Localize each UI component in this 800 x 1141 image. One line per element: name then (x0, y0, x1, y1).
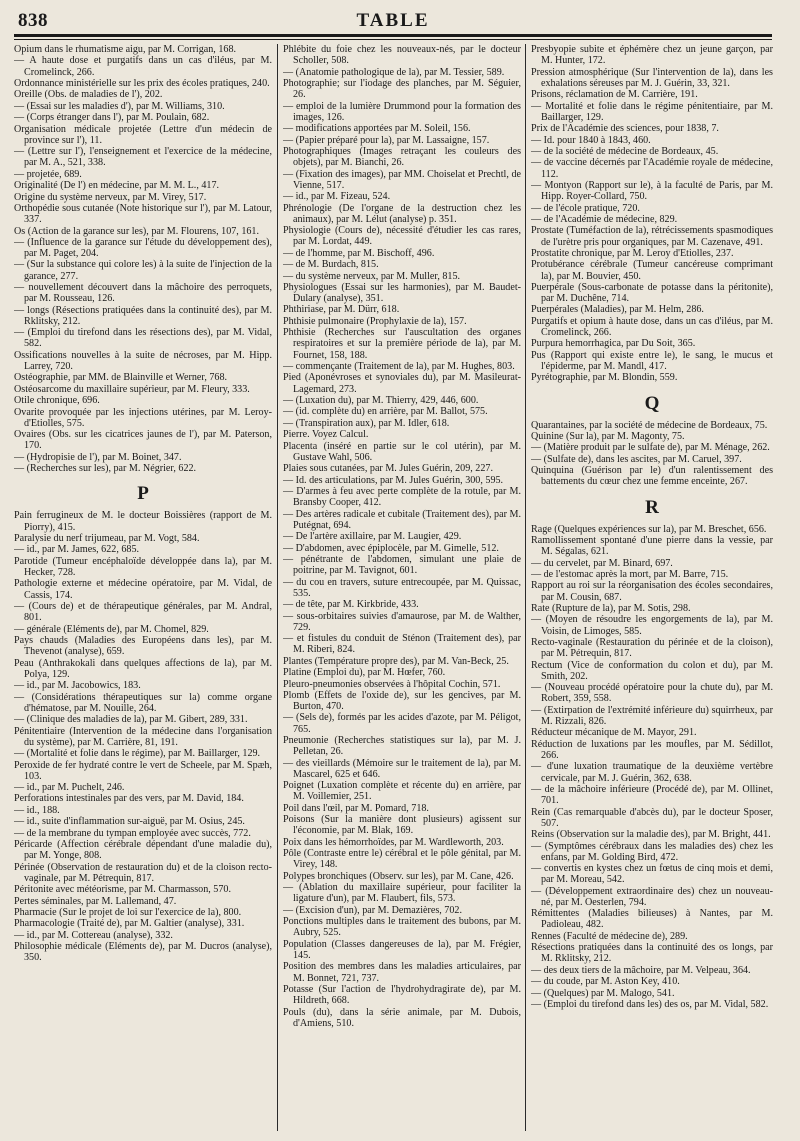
index-entry: — (Clinique des maladies de la), par M. Gibert, 289, 331. (14, 714, 248, 726)
index-entry: — (Hydropisie de l'), par M. Boinet, 347. (14, 451, 182, 463)
column-divider (525, 44, 526, 1131)
index-entry: Pôle (Contraste entre le) cérébral et le pôle génital, par M. Virey, 148. (283, 848, 521, 871)
index-entry: Pus (Rapport qui existe entre le), le sang, le mucus et l'épiderme, par M. Mandl, 417. (531, 349, 773, 373)
index-entry: — (Essai sur les maladies d'), par M. Williams, 310. (14, 100, 225, 112)
index-entry: — projetée, 689. (14, 168, 82, 180)
index-entry: — Id. des articulations, par M. Jules Guérin, 300, 595. (283, 474, 504, 486)
index-entry: — (Sels de), formés par les acides d'azote, par M. Péligot, 765. (283, 712, 521, 735)
index-entry: — (Moyen de résoudre les engorgements de la), par M. Voisin, de Limoges, 585. (531, 614, 773, 637)
index-entry: — (id. complète du) en arrière, par M. Ballot, 575. (283, 406, 488, 418)
page-number: 838 (18, 10, 48, 31)
index-entry: — (Considérations thérapeutiques sur la) comme organe d'hématose, par M. Nouille, 264. (14, 691, 272, 714)
index-entry: Peau (Anthrakokali dans quelques affections de la), par M. Polya, 129. (14, 657, 272, 680)
index-entry: Physiologues (Essai sur les harmonies), par M. Baudet-Dulary (analyse), 351. (283, 281, 521, 305)
index-entry: Pharmacologie (Traité de), par M. Galtier (analyse), 331. (14, 918, 245, 930)
index-entry: Plantes (Température propre des), par M. Van-Beck, 25. (283, 655, 509, 667)
index-entry: — id., par M. Jacobowics, 183. (14, 680, 141, 692)
index-entry: — (Luxation du), par M. Thierry, 429, 446, 600. (283, 395, 479, 407)
index-entry: Phthiriase, par M. Dürr, 618. (283, 304, 400, 316)
index-entry: — de M. Burdach, 815. (283, 259, 379, 271)
section-letter: P (137, 483, 149, 505)
index-entry: Rémittentes (Maladies bilieuses) à Nantes, par M. Padioleau, 482. (531, 908, 773, 931)
index-entry: — D'armes à feu avec perte complète de la rotule, par M. Bransby Cooper, 412. (283, 485, 521, 509)
index-entry: — du cervelet, par M. Binard, 697. (531, 557, 673, 569)
index-entry: Puerpérales (Maladies), par M. Helm, 286. (531, 304, 704, 316)
index-entry: Périnée (Observation de restauration du) et de la cloison recto-vaginale, par M. Pétrequin, 817. (14, 861, 272, 884)
index-entry: Ostéosarcome du maxillaire supérieur, par M. Fleury, 333. (14, 383, 250, 395)
index-entry: Pleuro-pneumonies observées à l'hôpital Cochin, 571. (283, 678, 501, 690)
index-entry: Polypes bronchiques (Observ. sur les), par M. Cane, 426. (283, 870, 514, 882)
index-entry: Platine (Emploi du), par M. Hœfer, 760. (283, 667, 446, 679)
index-column-2 (283, 44, 521, 1133)
index-entry: Prix de l'Académie des sciences, pour 1838, 7. (531, 123, 719, 135)
index-entry: Pierre. Voyez Calcul. (283, 429, 369, 441)
index-entry: — et fistules du conduit de Sténon (Traitement des), par M. Riberi, 824. (283, 633, 521, 656)
index-entry: — nouvellement découvert dans la mâchoire des perroquets, par M. Rousseau, 126. (14, 282, 272, 305)
index-entry: Rennes (Faculté de médecine de), 289. (531, 930, 688, 942)
index-entry: — du système nerveux, par M. Muller, 815. (283, 270, 461, 282)
index-entry: — générale (Eléments de), par M. Chomel, 829. (14, 623, 209, 635)
index-entry: Pouls (du), dans la série animale, par M. Dubois, d'Amiens, 510. (283, 1006, 521, 1029)
index-entry: — de la mâchoire inférieure (Procédé de), par M. Ollinet, 701. (531, 783, 773, 807)
index-entry: Reins (Observation sur la maladie des), par M. Bright, 441. (531, 829, 771, 841)
index-entry: Recto-vaginale (Restauration du périnée et de la cloison), par M. Pétrequin, 817. (531, 636, 773, 660)
index-entry: Ostéographie, par MM. de Blainville et Werner, 768. (14, 372, 228, 384)
index-entry: — (Cours de) et de thérapeutique générales, par M. Andral, 801. (14, 600, 272, 624)
index-entry: Pénitentiaire (Intervention de la médecine dans l'organisation du système), par M. Carrière, 81, 191. (14, 725, 272, 748)
index-entry: — des vieillards (Mémoire sur le traitement de la), par M. Mascarel, 625 et 646. (283, 757, 521, 780)
index-entry: Pharmacie (Sur le projet de loi sur l'exercice de la), 800. (14, 907, 242, 919)
index-entry: Pyrétographie, par M. Blondin, 559. (531, 372, 678, 384)
index-entry: Phrénologie (De l'organe de la destruction chez les animaux), par M. Lélut (analyse) p. 351. (283, 202, 521, 225)
index-entry: Photographiques (Images retraçant les couleurs des objets), par M. Bianchi, 26. (283, 145, 521, 169)
index-entry: Philosophie médicale (Eléments de), par M. Ducros (analyse), 350. (14, 941, 272, 964)
index-entry: Pays chauds (Maladies des Européens dans les), par M. Thevenot (analyse), 659. (14, 634, 272, 658)
index-entry: — de l'Académie de médecine, 829. (531, 213, 678, 225)
index-entry: — de l'école pratique, 720. (531, 202, 640, 214)
index-entry: Poignet (Luxation complète et récente du) en arrière, par M. Voillemier, 251. (283, 780, 521, 803)
index-entry: — (Lettre sur l'), l'enseignement et l'exercice de la médecine, par M. A., 521, 338. (14, 146, 272, 169)
index-entry: — des deux tiers de la mâchoire, par M. Velpeau, 364. (531, 964, 751, 976)
index-entry: — modifications apportées par M. Soleil, 156. (283, 123, 471, 135)
index-entry: Originalité (De l') en médecine, par M. M. L., 417. (14, 180, 220, 192)
index-entry: — id., par M. James, 622, 685. (14, 544, 140, 556)
index-entry: Pression atmosphérique (Sur l'intervention de la), dans les exhalations séreuses par M. J. Guérin, 33, 321. (531, 66, 773, 89)
index-entry: Quarantaines, par la société de médecine de Bordeaux, 75. (531, 419, 768, 431)
index-entry: Placenta (inséré en partie sur le col utérin), par M. Gustave Wahl, 506. (283, 440, 521, 463)
index-entry: Presbyopie subite et éphémère chez un jeune garçon, par M. Hunter, 172. (531, 44, 773, 67)
index-entry: Population (Classes dangereuses de la), par M. Frégier, 145. (283, 938, 521, 961)
index-column-1 (14, 44, 272, 1133)
index-entry: — pénétrante de l'abdomen, simulant une plaie de poitrine, par M. Tavignot, 601. (283, 553, 521, 577)
index-entry: — id., 188. (14, 804, 60, 816)
index-entry: — d'une luxation traumatique de la deuxième vertèbre cervicale, par M. J. Guérin, 362, 638. (531, 761, 773, 784)
index-entry: Pathologie externe et médecine opératoire, par M. Vidal, de Cassis, 174. (14, 578, 272, 601)
index-entry: — De l'artère axillaire, par M. Laugier, 429. (283, 531, 462, 543)
index-entry: Poil dans l'œil, par M. Pomard, 718. (283, 802, 429, 814)
index-entry: Quinine (Sur la), par M. Magonty, 75. (531, 431, 685, 443)
index-entry: Poisons (Sur la manière dont plusieurs) agissent sur l'économie, par M. Blak, 169. (283, 814, 521, 837)
index-entry: Péritonite avec météorisme, par M. Charmasson, 570. (14, 884, 231, 896)
index-entry: Phthisie pulmonaire (Prophylaxie de la), 157. (283, 315, 467, 327)
index-entry: Réducteur mécanique de M. Mayor, 291. (531, 727, 697, 739)
index-entry: — Des artères radicale et cubitale (Traitement des), par M. Putégnat, 694. (283, 508, 521, 531)
index-entry: — emploi de la lumière Drummond pour la formation des images, 126. (283, 100, 521, 123)
section-letter: Q (644, 392, 660, 414)
index-entry: — sous-orbitaires suivies d'amaurose, par M. de Walther, 729. (283, 610, 521, 633)
index-entry: — longs (Résections pratiquées dans la continuité des), par M. Rklitsky, 212. (14, 304, 272, 327)
index-entry: Pertes séminales, par M. Lallemand, 47. (14, 895, 177, 907)
index-entry: — D'abdomen, avec épiplocèle, par M. Gimelle, 512. (283, 542, 499, 554)
index-entry: Perforations intestinales par des vers, par M. David, 184. (14, 793, 244, 805)
index-entry: — (Anatomie pathologique de la), par M. Tessier, 589. (283, 66, 505, 78)
index-entry: — id., suite d'inflammation sur-aiguë, par M. Osius, 245. (14, 816, 245, 828)
index-entry: — (Sulfate de), dans les ascites, par M. Caruel, 397. (531, 453, 742, 465)
index-entry: — (Emploi du tirefond dans les résections des), par M. Vidal, 582. (14, 327, 272, 350)
index-entry: — (Recherches sur les), par M. Négrier, 622. (14, 463, 197, 475)
index-entry: — (Transpiration aux), par M. Idler, 618. (283, 417, 450, 429)
index-entry: — id., par M. Puchelt, 246. (14, 782, 125, 794)
index-entry: — Id. pour 1840 à 1843, 460. (531, 134, 651, 146)
index-entry: Pneumonie (Recherches statistiques sur la), par M. J. Pelletan, 26. (283, 735, 521, 758)
index-entry: Photographie; sur l'iodage des planches, par M. Séguier, 26. (283, 77, 521, 101)
index-entry: Opium dans le rhumatisme aigu, par M. Corrigan, 168. (14, 44, 237, 55)
index-column-3 (531, 44, 773, 1133)
header-rule-thin (14, 39, 772, 40)
index-entry: Rage (Quelques expériences sur la), par M. Breschet, 656. (531, 523, 767, 535)
index-entry: Prostatite chronique, par M. Leroy d'Etiolles, 237. (531, 247, 734, 259)
index-entry: — (Emploi du tirefond dans les) des os, par M. Vidal, 582. (531, 999, 769, 1011)
index-entry: Oreille (Obs. de maladies de l'), 202. (14, 89, 163, 101)
index-entry: Protubérance cérébrale (Tumeur cancéreuse comprimant la), par M. Bouvier, 450. (531, 259, 773, 282)
section-letter: R (645, 496, 659, 518)
index-entry: Ramollissement spontané d'une pierre dans la vessie, par M. Ségalas, 621. (531, 535, 773, 558)
index-entry: Péricarde (Affection cérébrale dépendant d'une maladie du), par M. Yonge, 808. (14, 839, 272, 862)
index-entry: — (Quelques) par M. Malogo, 541. (531, 987, 675, 999)
index-entry: — (Matière produit par le sulfate de), par M. Ménage, 262. (531, 442, 770, 454)
index-entry: — (Ablation du maxillaire supérieur, pour faciliter la ligature d'un), par M. Flaubert, fils, 573. (283, 882, 521, 905)
index-entry: — id., par M. Cottereau (analyse), 332. (14, 929, 173, 941)
index-entry: Résections pratiquées dans la continuité des os longs, par M. Rklitsky, 212. (531, 942, 773, 965)
index-entry: — de la société de médecine de Bordeaux, 45. (531, 145, 719, 157)
index-entry: Ovarite provoquée par les injections utérines, par M. Leroy-d'Etiolles, 575. (14, 406, 272, 429)
index-entry: Paralysie du nerf trijumeau, par M. Vogt, 584. (14, 533, 200, 544)
index-entry: Plaies sous cutanées, par M. Jules Guérin, 209, 227. (283, 463, 493, 475)
index-entry: — (Papier préparé pour la), par M. Lassaigne, 157. (283, 134, 490, 146)
index-entry: Os (Action de la garance sur les), par M. Flourens, 107, 161. (14, 225, 259, 237)
page-header (14, 6, 772, 36)
index-entry: Phthisie (Recherches sur l'auscultation des organes respiratoires et sur la première période de la), par M. Fournet, 158, 188. (283, 327, 521, 361)
index-entry: — Mortalité et folie dans le régime pénitentiaire, par M. Baillarger, 129. (531, 100, 773, 123)
index-entry: Ovaires (Obs. sur les cicatrices jaunes de l'), par M. Paterson, 170. (14, 429, 272, 452)
index-entry: Prisons, réclamation de M. Carrière, 191. (531, 89, 698, 101)
index-entry: — id., par M. Fizeau, 524. (283, 191, 391, 203)
index-entry: Réduction de luxations par les moufles, par M. Sédillot, 266. (531, 738, 773, 761)
index-entry: Plomb (Effets de l'oxide de), sur les gencives, par M. Burton, 470. (283, 689, 521, 713)
index-entry: Quinquina (Guérison par le) d'un ralentissement des battements du cœur chez une femme enceinte, 267. (531, 465, 773, 488)
index-entry: Peroxide de fer hydraté contre le vert de Scheele, par M. Spæh, 103. (14, 759, 272, 782)
index-entry: Poix dans les hémorrhoïdes, par M. Wardleworth, 203. (283, 836, 504, 848)
index-entry: Ordonnance ministérielle sur les prix des écoles pratiques, 240. (14, 77, 270, 89)
index-entry: — (Influence de la garance sur l'étude du développement des), par M. Paget, 204. (14, 236, 272, 260)
index-entry: Organisation médicale projetée (Lettre d'un médecin de province sur l'), 11. (14, 123, 272, 146)
index-entry: Purpura hemorrhagica, par Du Soit, 365. (531, 338, 696, 350)
index-entry: Rate (Rupture de la), par M. Sotis, 298. (531, 602, 691, 614)
index-entry: Ponctions multiples dans le traitement des bubons, par M. Aubry, 525. (283, 916, 521, 939)
index-entry: — Montyon (Rapport sur le), à la faculté de Paris, par M. Hipp. Royer-Collard, 750. (531, 179, 773, 203)
index-entry: Phlébite du foie chez les nouveaux-nés, par le docteur Scholler, 508. (283, 44, 521, 67)
index-entry: Purgatifs et opium à haute dose, dans un cas d'iléus, par M. Cromelinck, 266. (531, 315, 773, 339)
index-entry: — (Sur la substance qui colore les) à la suite de l'injection de la garance, 277. (14, 259, 272, 282)
index-entry: Rectum (Vice de conformation du colon et du), par M. Smith, 202. (531, 659, 773, 682)
index-entry: Prostate (Tuméfaction de la), rétrécissements spasmodiques de l'urètre pris pour organiques, par M. Cazenave, 491. (531, 225, 773, 248)
index-entry: Pied (Aponévroses et synoviales du), par M. Masileurat-Lagemard, 273. (283, 372, 521, 395)
index-entry: Parotide (Tumeur encéphaloïde développée dans la), par M. Hecker, 728. (14, 555, 272, 578)
header-rule-thick (14, 34, 772, 37)
column-divider (277, 44, 278, 1131)
index-entry: — (Nouveau procédé opératoire pour la chute du), par M. Robert, 359, 558. (531, 682, 773, 705)
index-entry: — convertis en kystes chez un fœtus de cinq mois et demi, par M. Moreau, 542. (531, 863, 773, 886)
index-entry: — du cou en travers, suture entrecoupée, par M. Quissac, 535. (283, 576, 521, 599)
index-entry: Ossifications nouvelles à la suite de nécroses, par M. Hipp. Larrey, 720. (14, 349, 272, 373)
index-entry: — commençante (Traitement de la), par M. Hughes, 803. (283, 361, 515, 373)
index-entry: Otile chronique, 696. (14, 395, 100, 407)
index-entry: — (Corps étranger dans l'), par M. Poulain, 682. (14, 112, 210, 124)
index-entry: — de l'homme, par M. Bischoff, 496. (283, 247, 435, 259)
index-entry: — du coude, par M. Aston Key, 410. (531, 976, 680, 988)
index-entry: — de vaccine décernés par l'Académie royale de médecine, 112. (531, 157, 773, 180)
index-entry: Position des membres dans les maladies articulaires, par M. Bonnet, 721, 737. (283, 961, 521, 984)
index-entry: — de tête, par M. Kirkbride, 433. (283, 599, 419, 611)
index-entry: — A haute dose et purgatifs dans un cas d'iléus, par M. Cromelinck, 266. (14, 55, 272, 78)
index-entry: — (Extirpation de l'extrémité inférieure du) squirrheux, par M. Rizzali, 826. (531, 704, 773, 727)
index-entry: — (Fixation des images), par MM. Choiselat et Prechtl, de Vienne, 517. (283, 168, 521, 191)
index-entry: Puerpérale (Sous-carbonate de potasse dans la péritonite), par M. Duchêne, 714. (531, 281, 773, 305)
index-entry: — (Développement extraordinaire des) chez un nouveau-né, par M. Oesterlen, 794. (531, 885, 773, 908)
index-entry: — de l'estomac après la mort, par M. Barre, 715. (531, 569, 729, 580)
index-entry: Rapport au roi sur la réorganisation des écoles secondaires, par M. Cousin, 687. (531, 580, 773, 603)
index-entry: Potasse (Sur l'action de l'hydrohydragirate de), par M. Hildreth, 668. (283, 983, 521, 1007)
index-entry: — (Excision d'un), par M. Demazières, 702. (283, 904, 462, 916)
running-title: TABLE (356, 10, 430, 31)
index-entry: — (Symptômes cérébraux dans les maladies des) chez les enfans, par M. Golding Bird, 472. (531, 840, 773, 863)
index-entry: Physiologie (Cours de), nécessité d'étudier les cas rares, par M. Lordat, 449. (283, 225, 521, 248)
index-entry: Rein (Cas remarquable d'abcès du), par le docteur Sposer, 507. (531, 806, 773, 829)
index-entry: Pain ferrugineux de M. le docteur Boissières (rapport de M. Piorry), 415. (14, 510, 272, 533)
index-entry: Orthopédie sous cutanée (Note historique sur l'), par M. Latour, 337. (14, 202, 272, 226)
index-entry: — (Mortalité et folie dans le régime), par M. Baillarger, 129. (14, 748, 261, 760)
index-entry: — de la membrane du tympan employée avec succès, 772. (14, 827, 251, 839)
index-entry: Origine du système nerveux, par M. Virey, 517. (14, 191, 207, 203)
